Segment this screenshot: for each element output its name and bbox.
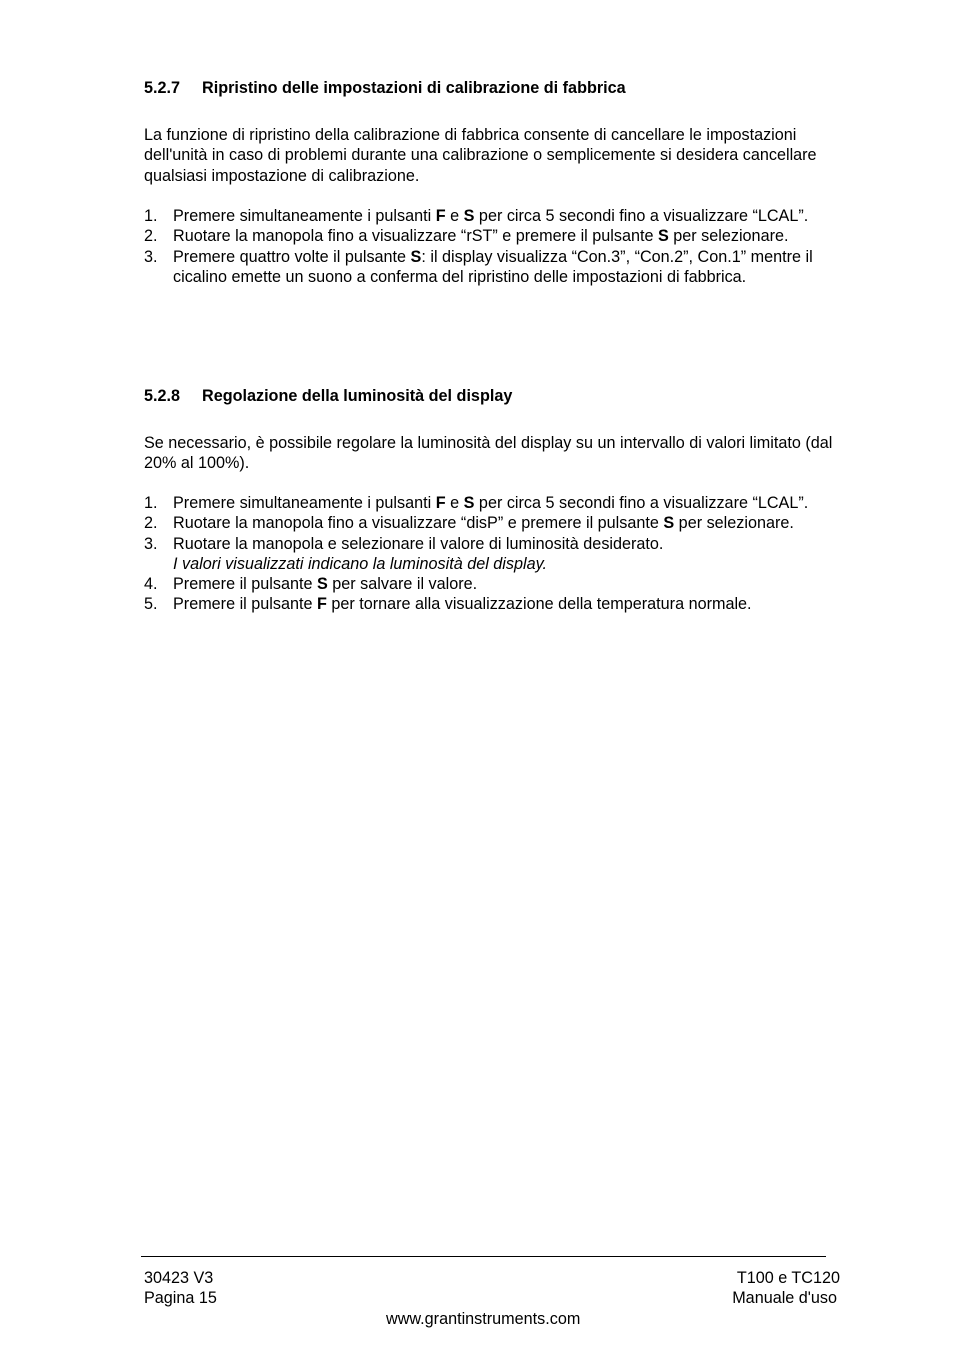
section-intro: La funzione di ripristino della calibrazione di fabbrica consente di cancellare le impostazioni dell'unità in caso di problemi durante una calibrazione o semplicemente si desidera cancellare qualsiasi impostazione di calibrazione.: [144, 126, 817, 185]
section-number: 5.2.8: [144, 387, 181, 405]
section-number: 5.2.7: [144, 79, 181, 97]
section-intro: Se necessario, è possibile regolare la luminosità del display su un intervallo di valori limitato (dal 20% al 100%).: [144, 434, 833, 473]
list-item: 1. Premere simultaneamente i pulsanti F e S per circa 5 secondi fino a visualizzare “LCAL”.: [144, 494, 809, 512]
section-title: Ripristino delle impostazioni di calibrazione di fabbrica: [202, 79, 626, 97]
list-item: 4. Premere il pulsante S per salvare il valore.: [144, 575, 478, 594]
steps-list-5-2-8: [144, 493, 834, 615]
section-heading-5-2-8: [144, 387, 512, 406]
footer-doc-code: 30423 V3: [144, 1269, 214, 1287]
footer-divider: [141, 1256, 826, 1257]
steps-list-5-2-7: [144, 206, 834, 287]
list-item: 1. Premere simultaneamente i pulsanti F e S per circa 5 secondi fino a visualizzare “LCAL”.: [144, 207, 809, 225]
step-note: I valori visualizzati indicano la luminosità del display.: [173, 554, 547, 573]
section-title: Regolazione della luminosità del display: [202, 387, 513, 405]
footer-manual: Manuale d'uso: [732, 1289, 837, 1307]
list-item: 3. Premere quattro volte il pulsante S: il display visualizza “Con.3”, “Con.2”, Con.1” mentre il cicalino emette un suono a conferma del ripristino delle impostazioni di fabbrica.: [144, 247, 813, 286]
footer-product: T100 e TC120: [736, 1269, 840, 1287]
footer-website-link[interactable]: www.grantinstruments.com: [386, 1310, 581, 1328]
section-heading-5-2-7: [144, 79, 626, 98]
footer-page-number: Pagina 15: [144, 1289, 217, 1307]
list-item: 2. Ruotare la manopola fino a visualizzare “disP” e premere il pulsante S per selezionare.: [144, 514, 794, 533]
list-item: 2. Ruotare la manopola fino a visualizzare “rST” e premere il pulsante S per selezionare.: [144, 227, 789, 246]
list-item: 5. Premere il pulsante F per tornare alla visualizzazione della temperatura normale.: [144, 595, 752, 614]
list-item: 3. Ruotare la manopola e selezionare il valore di luminosità desiderato. I valori visualizzati indicano la luminosità del display.: [144, 534, 834, 575]
